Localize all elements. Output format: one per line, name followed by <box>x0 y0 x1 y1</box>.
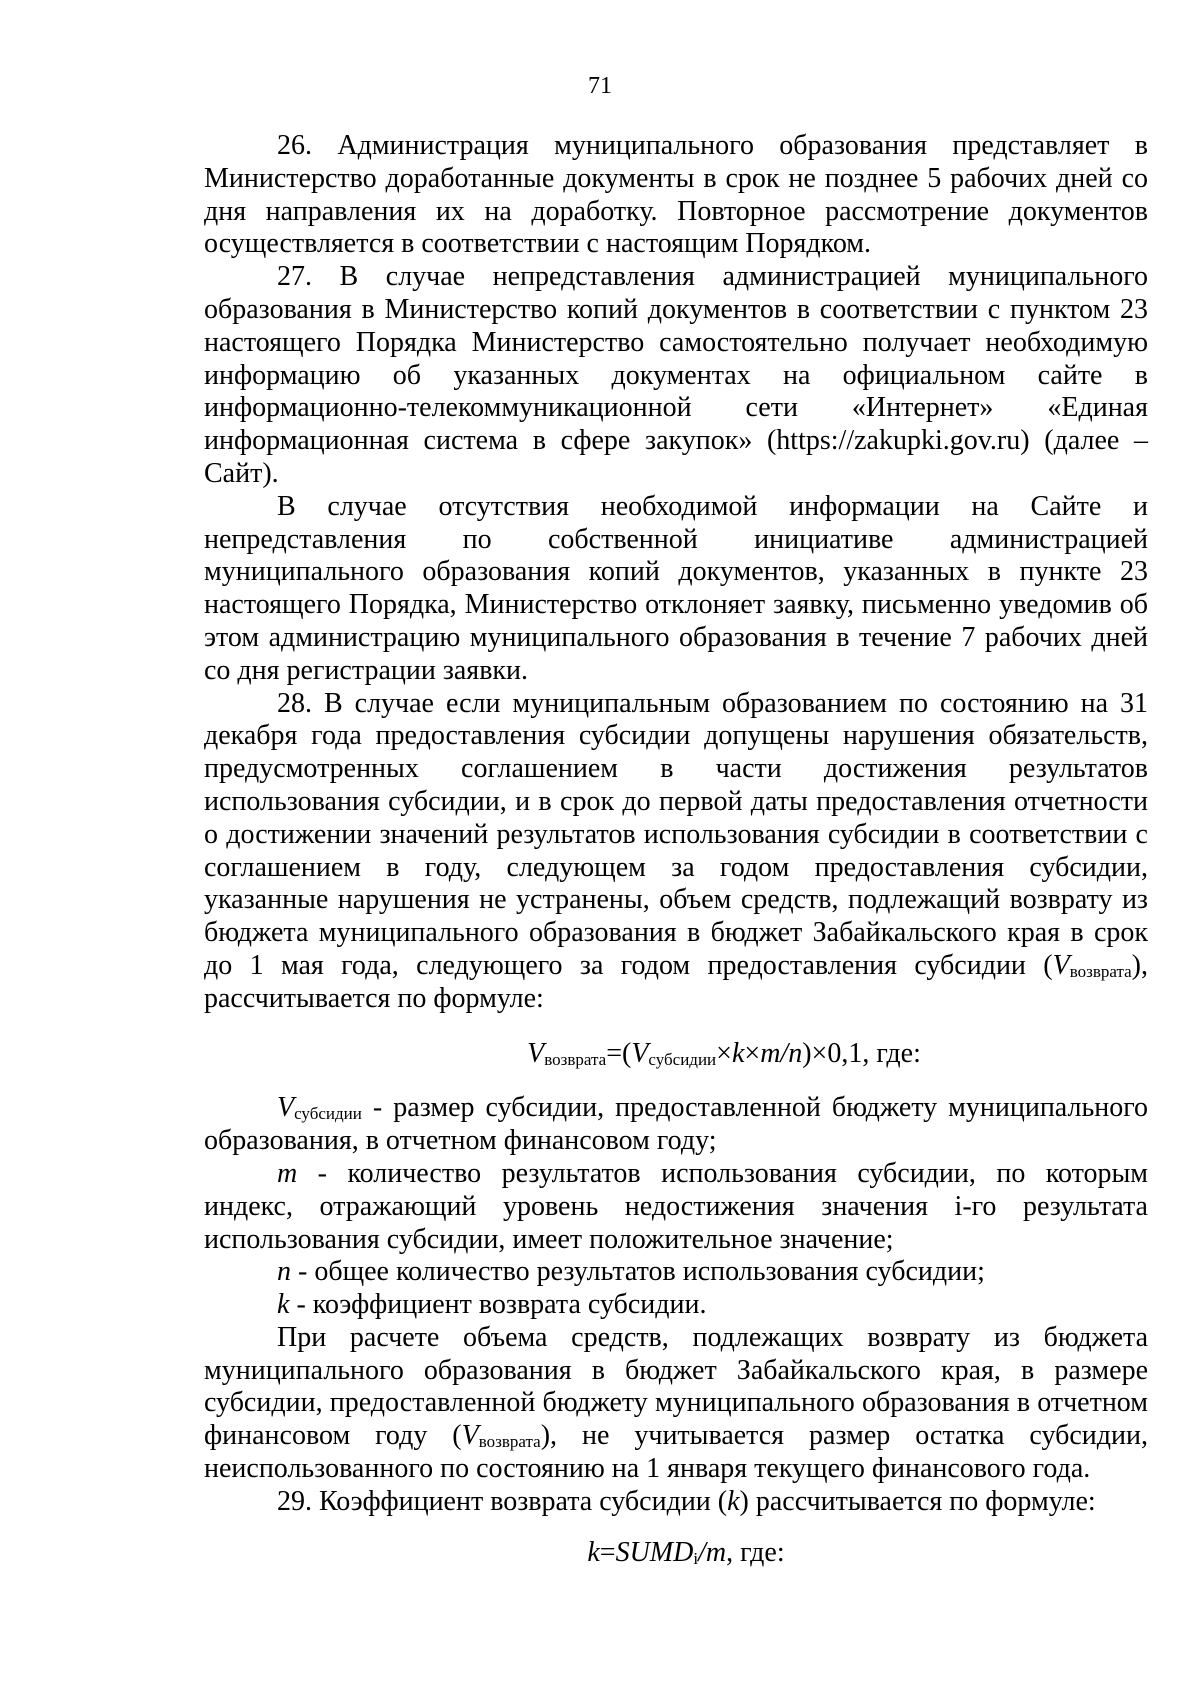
formula-subscript-vozvrata: возврата <box>544 1049 607 1069</box>
formula-times-2: × <box>744 1037 761 1069</box>
symbol-v: V <box>1052 949 1070 981</box>
paragraph-raschet-tail: ), не учитывается размер остатка субсидии, неиспользованного по состоянию на 1 января текущего финансового года. <box>204 1420 1148 1485</box>
def-symbol-n: n <box>277 1256 291 1288</box>
paragraph-27: 27. В случае непредставления администрацией муниципального образования в Министерство копий документов в соответствии с пунктом 23 настоящего Порядка Министерство самостоятельно получает необходимую информацию об указанных документах на официальном сайте в информационно-телекоммуникационной сети «Интернет» «Единая информационная система в сфере закупок» (https://zakupki.gov.ru) (далее – Сайт). <box>204 261 1148 489</box>
formula2-symbol-k: k <box>587 1536 600 1568</box>
formula-times-1: × <box>716 1037 732 1069</box>
def-symbol-m: m <box>277 1157 298 1189</box>
def-n-text: - общее количество результатов использования субсидии; <box>291 1256 985 1288</box>
body-text <box>204 130 1148 1569</box>
formula-v-vozvrata <box>204 1038 1148 1071</box>
def-symbol-k: k <box>277 1289 290 1321</box>
formula-k <box>204 1537 1148 1570</box>
definition-v-subsidii <box>204 1092 1148 1158</box>
formula-symbol-v: V <box>527 1037 545 1069</box>
paragraph-27-continuation: В случае отсутствия необходимой информации на Сайте и непредставления по собственной инициативе администрацией муниципального образования копий документов, указанных в пункте 23 настоящего Порядка, Министерство отклоняет заявку, письменно уведомив об этом администрацию муниципального образования в течение 7 рабочих дней со дня регистрации заявки. <box>204 490 1148 686</box>
formula-symbol-m: m <box>760 1037 781 1069</box>
definition-n <box>204 1256 1148 1289</box>
formula-symbol-v-2: V <box>631 1037 649 1069</box>
raschet-subscript-vozvrata: возврата <box>478 1432 541 1452</box>
formula2-subscript-i: i <box>693 1548 699 1568</box>
paragraph-28 <box>204 688 1148 1016</box>
p29-symbol-k: k <box>727 1485 740 1517</box>
formula-symbol-n: n <box>788 1037 803 1069</box>
paragraph-raschet-text: При расчете объема средств, подлежащих возврату из бюджета муниципального образования в бюджет Забайкальского края, в размере субсидии, предоставленной бюджету муниципального образования в отчетном финансовом году ( <box>204 1321 1148 1452</box>
formula2-slash: / <box>698 1536 706 1568</box>
formula-eq-open: =( <box>606 1037 632 1069</box>
def-m-text: - количество результатов использования субсидии, по которым индекс, отражающий уровень недостижения значения i-го результата использования субсидии, имеет положительное значение; <box>204 1157 1148 1255</box>
formula-subscript-subsidii: субсидии <box>648 1049 717 1069</box>
definition-m <box>204 1158 1148 1256</box>
definition-k <box>204 1289 1148 1322</box>
def-v-subsidii-text: - размер субсидии, предоставленной бюджету муниципального образования, в отчетном финансовом году; <box>204 1092 1148 1157</box>
formula-slash: / <box>780 1037 789 1069</box>
formula2-tail: , где: <box>726 1536 785 1568</box>
def-symbol-v: V <box>277 1092 295 1124</box>
raschet-symbol-v: V <box>461 1420 479 1452</box>
paragraph-raschet <box>204 1322 1148 1486</box>
paragraph-29 <box>204 1486 1148 1519</box>
paragraph-29-tail: ) рассчитывается по формуле: <box>739 1485 1096 1517</box>
formula2-eq: = <box>599 1536 616 1568</box>
paragraph-28-tail: ), рассчитывается по формуле: <box>204 949 1148 1014</box>
formula-close-part: )×0,1, где: <box>802 1037 921 1069</box>
page-number: 71 <box>588 73 612 99</box>
subscript-vozvrata: возврата <box>1069 961 1132 981</box>
paragraph-28-text: 28. В случае если муниципальным образованием по состоянию на 31 декабря года предоставления субсидии допущены нарушения обязательств, предусмотренных соглашением в части достижения результатов использования субсидии, и в срок до первой даты предоставления отчетности о достижении значений результатов использования субсидии в соответствии с соглашением в году, следующем за годом предоставления субсидии, указанные нарушения не устранены, объем средств, подлежащий возврату из бюджета муниципального образования в бюджет Забайкальского края в срок до 1 мая года, следующего за годом предоставления субсидии ( <box>204 687 1148 981</box>
formula2-symbol-m: m <box>705 1536 727 1568</box>
paragraph-26: 26. Администрация муниципального образования представляет в Министерство доработанные документы в срок не позднее 5 рабочих дней со дня направления их на доработку. Повторное рассмотрение документов осуществляется в соответствии с настоящим Порядком. <box>204 130 1148 260</box>
def-subscript-subsidii: субсидии <box>294 1104 362 1124</box>
paragraph-29-text: 29. Коэффициент возврата субсидии ( <box>277 1485 728 1517</box>
formula-symbol-k: k <box>731 1037 745 1069</box>
def-k-text: - коэффициент возврата субсидии. <box>289 1289 707 1321</box>
formula2-sumd: SUMD <box>615 1536 694 1568</box>
